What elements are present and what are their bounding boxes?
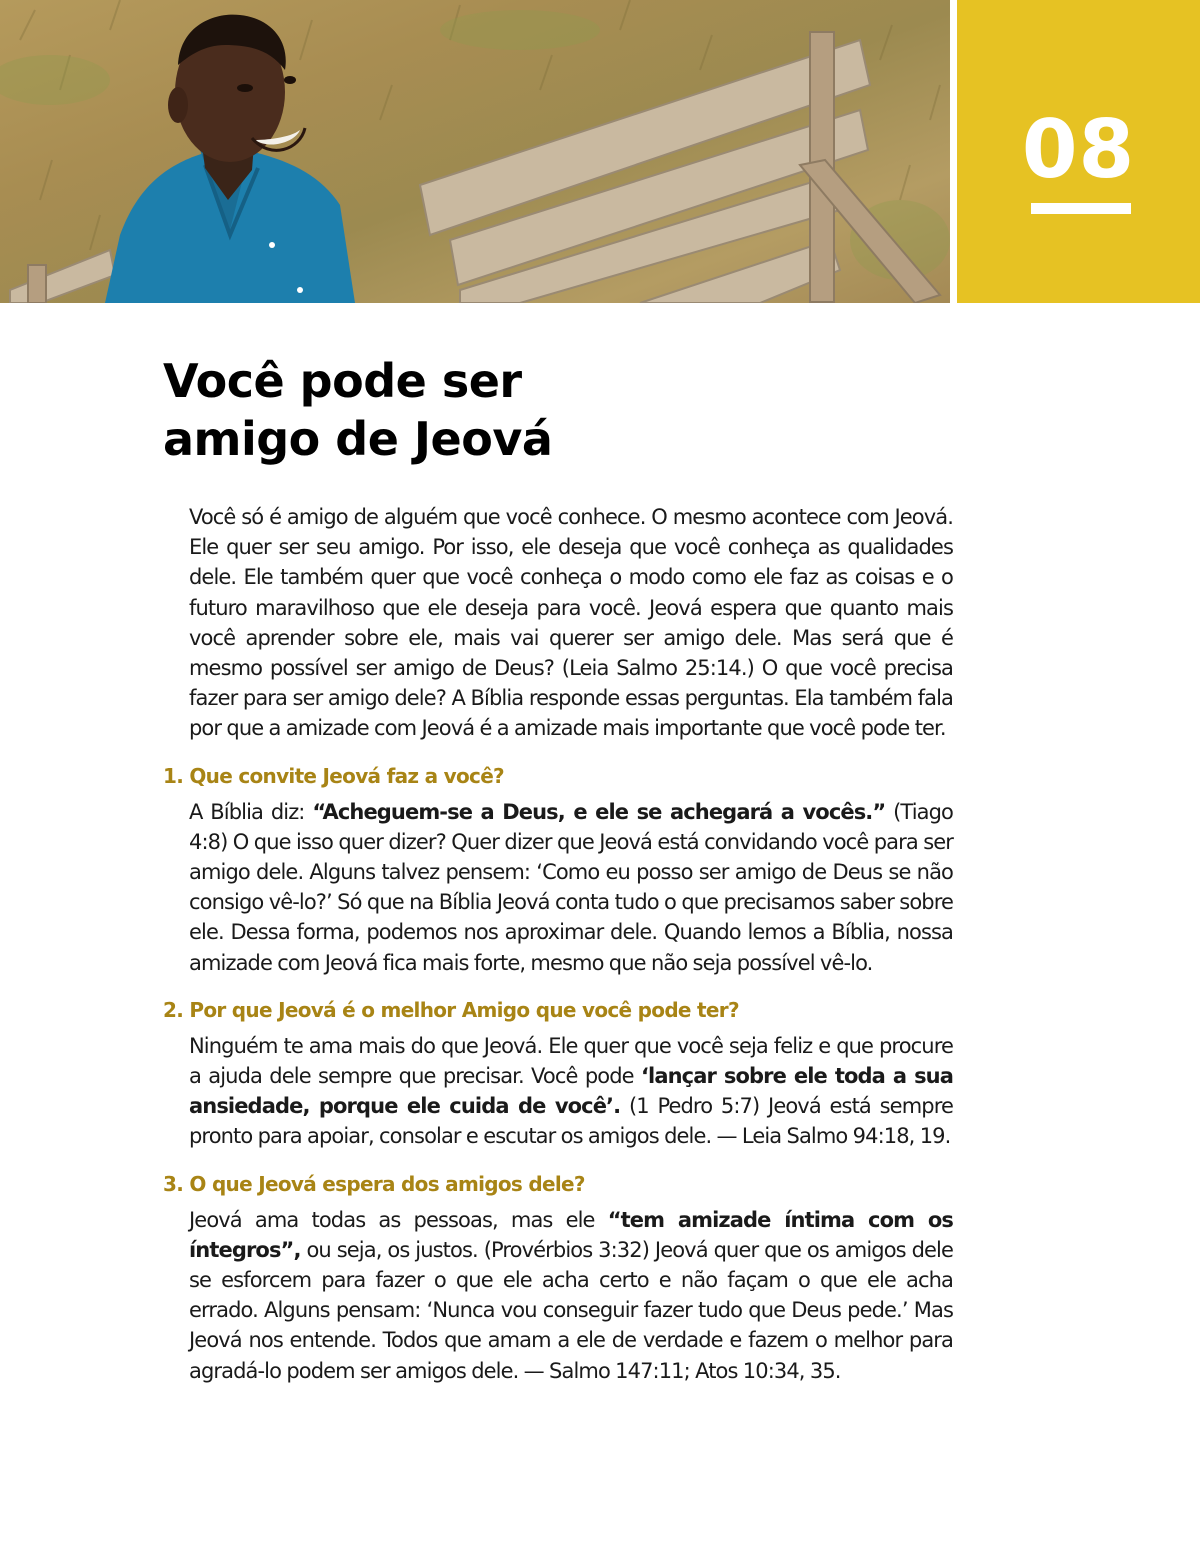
answer-text: (1 Pedro 5:7) Jeová está sempre pronto para apoiar, consolar e escutar os amigos dele. — Leia Salmo 94:18, 19. bbox=[189, 1094, 953, 1149]
scripture-quote: ‘lançar sobre ele toda a sua ansiedade, porque ele cuida de você’. bbox=[189, 1064, 953, 1119]
answer-text: (Tiago 4:8) O que isso quer dizer? Quer dizer que Jeová está convidando você para ser amigo dele. Alguns talvez pensem: ‘Como eu posso ser amigo de Deus se não consigo vê-lo?’ Só que na Bíblia Jeová conta tudo o que precisamos saber sobre ele. Dessa forma, podemos nos aproximar dele. Quando lemos a Bíblia, nossa amizade com Jeová fica mais forte, mesmo que não seja possível vê-lo. bbox=[189, 799, 953, 975]
question-2-answer bbox=[189, 1031, 953, 1152]
question-1-answer bbox=[189, 797, 953, 978]
scripture-quote: “Acheguem-se a Deus, e ele se achegará a vocês.” bbox=[312, 799, 886, 824]
intro-paragraph: Você só é amigo de alguém que você conhece. O mesmo acontece com Jeová. Ele quer ser seu amigo. Por isso, ele deseja que você conheça as qualidades dele. Ele também quer que você conheça o modo como ele faz as coisas e o futuro maravilhoso que ele deseja para você. Jeová espera que quanto mais você aprender sobre ele, mais vai querer ser amigo dele. Mas será que é mesmo possível ser amigo de Deus? (Leia Salmo 25:14.) O que você precisa fazer para ser amigo dele? A Bíblia responde essas perguntas. Ela também fala por que a amizade com Jeová é a amizade mais importante que você pode ter. bbox=[189, 505, 953, 741]
title-line-2: amigo de Jeová bbox=[163, 412, 553, 466]
answer-text: Jeová ama todas as pessoas, mas ele bbox=[189, 1207, 608, 1232]
chapter-underline bbox=[1031, 203, 1131, 214]
question-2-heading: 2. Por que Jeová é o melhor Amigo que você pode ter? bbox=[163, 997, 739, 1022]
page-title bbox=[163, 352, 552, 468]
photo-illustration bbox=[0, 0, 950, 303]
lesson-content bbox=[163, 502, 953, 1386]
question-1-heading: 1. Que convite Jeová faz a você? bbox=[163, 763, 504, 788]
answer-text: A Bíblia diz: bbox=[189, 799, 313, 824]
answer-text: Ninguém te ama mais do que Jeová. Ele quer que você seja feliz e que procure a ajuda dele sempre que precisar. Você pode bbox=[189, 1033, 953, 1089]
header-photo bbox=[0, 0, 950, 303]
chapter-badge bbox=[957, 0, 1200, 303]
question-3-answer bbox=[189, 1205, 953, 1386]
chapter-number: 08 bbox=[1021, 103, 1136, 196]
scripture-quote: “tem amizade íntima com os íntegros”, bbox=[189, 1207, 953, 1262]
answer-text: ou seja, os justos. (Provérbios 3:32) Jeová quer que os amigos dele se esforcem para fazer o que ele acha certo e não façam o que ele acha errado. Alguns pensam: ‘Nunca vou conseguir fazer tudo que Deus pede.’ Mas Jeová nos entende. Todos que amam a ele de verdade e fazem o melhor para agradá-lo podem ser amigos dele. — Salmo 147:11; Atos 10:34, 35. bbox=[189, 1237, 953, 1383]
question-3-heading: 3. O que Jeová espera dos amigos dele? bbox=[163, 1171, 585, 1196]
title-line-1: Você pode ser bbox=[163, 354, 522, 408]
